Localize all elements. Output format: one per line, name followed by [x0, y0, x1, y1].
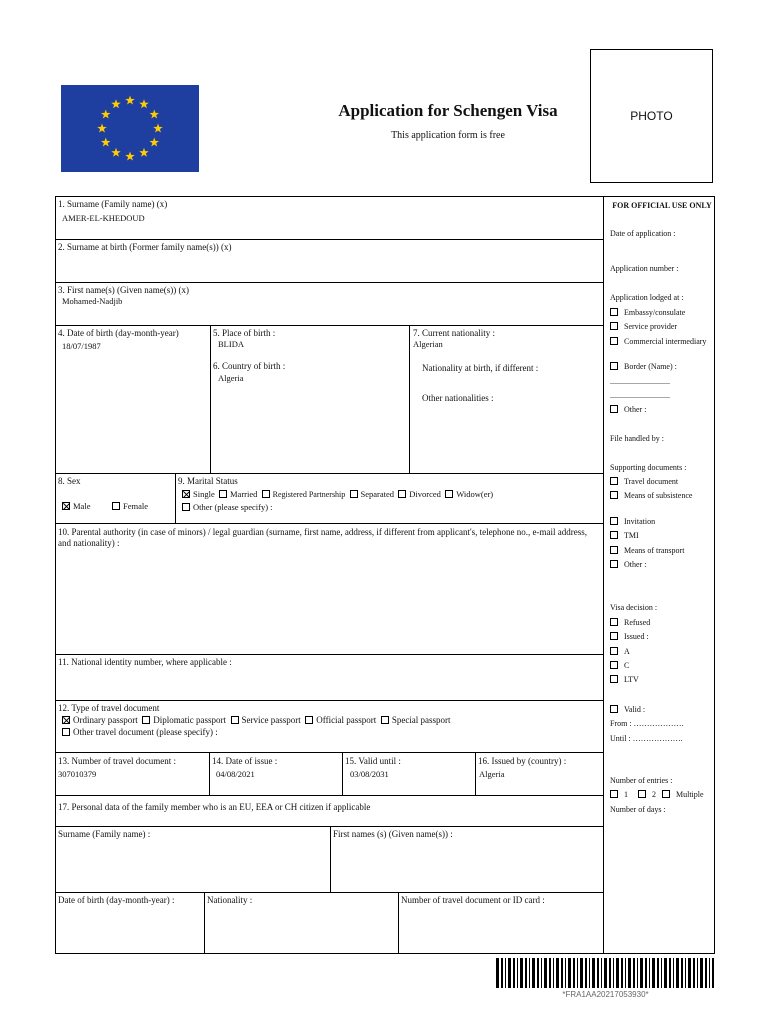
flag-star [149, 110, 159, 119]
nationality-value[interactable]: Algerian [413, 339, 443, 349]
barcode-bar [645, 958, 647, 988]
barcode-bar [705, 958, 707, 988]
barcode-bar [669, 958, 671, 988]
lodged-other-label: Other : [624, 405, 647, 414]
first-name-value[interactable]: Mohamed-Nadjib [62, 296, 123, 306]
flag-star [101, 110, 111, 119]
barcode-bar [693, 958, 695, 988]
lodged-other-checkbox[interactable] [610, 405, 618, 413]
support-other-checkbox[interactable] [610, 560, 618, 568]
barcode-bar [520, 958, 523, 988]
border-dots-1: .............................. [610, 377, 670, 386]
barcode-bar [673, 958, 674, 988]
special-passport-checkbox[interactable] [381, 716, 389, 724]
barcode-bar [616, 958, 619, 988]
border-dots-2: .............................. [610, 391, 670, 400]
service-provider-checkbox[interactable] [610, 322, 618, 330]
flag-star [153, 124, 163, 133]
barcode-bar [601, 958, 602, 988]
flag-star [125, 96, 135, 105]
lodged-other-option[interactable] [610, 405, 714, 415]
barcode-bar [589, 958, 590, 988]
issued-by-label: 16. Issued by (country) : [478, 756, 567, 766]
barcode-bars [496, 958, 715, 988]
barcode-bar [529, 958, 530, 988]
barcode-bar [604, 958, 607, 988]
barcode-bar [597, 958, 599, 988]
single-label: Single [193, 489, 215, 499]
support-other-label: Other : [624, 560, 647, 569]
barcode-bar [625, 958, 626, 988]
male-checkbox[interactable] [62, 502, 70, 510]
divorced-label: Divorced [409, 489, 441, 499]
entries-2-checkbox[interactable] [638, 790, 646, 798]
barcode-bar [544, 958, 547, 988]
embassy-label: Embassy/consulate [624, 308, 686, 317]
sex-male-option[interactable] [62, 501, 90, 512]
barcode-bar [537, 958, 539, 988]
barcode-bar [700, 958, 703, 988]
entries-2-label: 2 [652, 790, 656, 799]
single-checkbox[interactable] [182, 490, 190, 498]
marital-other-checkbox[interactable] [182, 503, 190, 511]
barcode [496, 958, 715, 988]
invitation-checkbox[interactable] [610, 517, 618, 525]
service-provider-option[interactable] [610, 322, 714, 332]
commercial-checkbox[interactable] [610, 337, 618, 345]
application-number-label: Application number : [610, 264, 679, 273]
invitation-option[interactable] [610, 517, 714, 527]
transport-label: Means of transport [624, 546, 685, 555]
barcode-bar [633, 958, 635, 988]
barcode-bar [585, 958, 587, 988]
barcode-bar [661, 958, 662, 988]
valid-label: Valid : [624, 705, 646, 714]
days-label: Number of days : [610, 805, 666, 814]
flag-star [139, 148, 149, 157]
entries-1-label: 1 [624, 790, 628, 799]
travel-doc-number-label: 13. Number of travel document : [58, 756, 176, 766]
from-label: From : ………………. [610, 719, 684, 728]
valid-until-value[interactable]: 03/08/2031 [350, 769, 389, 779]
visa-a-label: A [624, 647, 630, 656]
visa-decision-label: Visa decision : [610, 603, 658, 612]
separated-label: Separated [360, 489, 395, 499]
barcode-bar [621, 958, 623, 988]
flag-star [111, 99, 121, 108]
barcode-bar [501, 958, 503, 988]
ordinary-passport-label: Ordinary passport [73, 715, 138, 725]
official-passport-label: Official passport [316, 715, 377, 725]
barcode-bar [513, 958, 515, 988]
ordinary-passport-checkbox[interactable] [62, 716, 70, 724]
barcode-bar [568, 958, 571, 988]
diplomatic-passport-checkbox[interactable] [142, 716, 150, 724]
barcode-bar [664, 958, 667, 988]
family-dob-label: Date of birth (day-month-year) : [58, 895, 175, 905]
subsistence-option[interactable] [610, 491, 714, 501]
visa-c-checkbox[interactable] [610, 661, 618, 669]
flag-star [101, 138, 111, 147]
barcode-bar [685, 958, 686, 988]
surname-label: 1. Surname (Family name) (x) [58, 199, 168, 209]
family-nationality-label: Nationality : [207, 895, 253, 905]
barcode-bar [556, 958, 559, 988]
border-option[interactable] [610, 362, 714, 372]
embassy-option[interactable] [610, 308, 714, 318]
barcode-bar [609, 958, 611, 988]
date-application-label: Date of application : [610, 229, 676, 238]
barcode-bar [628, 958, 631, 988]
special-passport-label: Special passport [391, 715, 451, 725]
refused-option[interactable] [610, 618, 714, 628]
sex-female-option[interactable] [112, 501, 148, 512]
female-label: Female [123, 501, 149, 511]
barcode-bar [637, 958, 638, 988]
valid-until-label: 15. Valid until : [345, 756, 401, 766]
nationality-label: 7. Current nationality : [413, 328, 495, 338]
barcode-bar [676, 958, 679, 988]
service-passport-label: Service passport [241, 715, 301, 725]
barcode-bar [532, 958, 535, 988]
other-travel-doc-option[interactable] [62, 727, 218, 738]
barcode-bar [709, 958, 710, 988]
barcode-bar [640, 958, 643, 988]
barcode-bar [688, 958, 691, 988]
married-checkbox[interactable] [219, 490, 227, 498]
transport-option[interactable] [610, 546, 714, 556]
barcode-bar [525, 958, 527, 988]
photo-label: PHOTO [630, 109, 673, 123]
file-handled-label: File handled by : [610, 434, 664, 443]
subsistence-label: Means of subsistence [624, 491, 693, 500]
pob-value[interactable]: BLIDA [218, 339, 244, 349]
page-subtitle: This application form is free [391, 130, 505, 141]
first-name-label: 3. First name(s) (Given name(s)) (x) [58, 285, 189, 295]
barcode-bar [561, 958, 563, 988]
support-travel-doc-checkbox[interactable] [610, 477, 618, 485]
dob-label: 4. Date of birth (day-month-year) [58, 328, 179, 338]
female-checkbox[interactable] [112, 502, 120, 510]
flag-star [97, 124, 107, 133]
barcode-bar [573, 958, 575, 988]
male-label: Male [73, 501, 91, 511]
issued-option[interactable] [610, 632, 714, 642]
travel-doc-type-label: 12. Type of travel document [58, 703, 160, 713]
nationality-birth-label: Nationality at birth, if different : [422, 363, 539, 373]
support-travel-doc-label: Travel document [624, 477, 679, 486]
valid-option[interactable] [610, 705, 714, 715]
flag-star [149, 138, 159, 147]
photo-box [590, 49, 713, 183]
transport-checkbox[interactable] [610, 546, 618, 554]
visa-c-option[interactable] [610, 661, 714, 671]
family-member-label: 17. Personal data of the family member who is an EU, EEA or CH citizen if applicable [58, 802, 371, 812]
barcode-bar [565, 958, 566, 988]
lodged-at-label: Application lodged at : [610, 293, 684, 302]
barcode-bar [613, 958, 614, 988]
tmi-option[interactable] [610, 531, 714, 541]
divorced-checkbox[interactable] [398, 490, 406, 498]
surname-value[interactable]: AMER-EL-KHEDOUD [62, 213, 145, 223]
commercial-label: Commercial intermediary [624, 337, 707, 346]
family-surname-label: Surname (Family name) : [58, 829, 151, 839]
barcode-bar [652, 958, 655, 988]
other-travel-doc-checkbox[interactable] [62, 728, 70, 736]
until-label: Until : ………………. [610, 734, 683, 743]
service-passport-checkbox[interactable] [231, 716, 239, 724]
flag-star [111, 148, 121, 157]
barcode-bar [508, 958, 511, 988]
ltv-checkbox[interactable] [610, 675, 618, 683]
entries-options [610, 790, 714, 800]
support-travel-doc-option[interactable] [610, 477, 714, 487]
entries-label: Number of entries : [610, 776, 673, 785]
supporting-docs-label: Supporting documents : [610, 463, 687, 472]
separated-checkbox[interactable] [350, 490, 358, 498]
entries-1-checkbox[interactable] [610, 790, 618, 798]
border-checkbox[interactable] [610, 362, 618, 370]
invitation-label: Invitation [624, 517, 656, 526]
married-label: Married [229, 489, 258, 499]
official-use-heading: FOR OFFICIAL USE ONLY [612, 201, 712, 210]
barcode-bar [553, 958, 554, 988]
barcode-bar [505, 958, 506, 988]
barcode-bar [496, 958, 499, 988]
eu-flag [61, 85, 199, 172]
marital-other-option[interactable] [182, 502, 273, 513]
barcode-bar [541, 958, 542, 988]
ltv-option[interactable] [610, 675, 714, 685]
parental-label: 10. Parental authority (in case of minors) / legal guardian (surname, first name, address, if different from applicant's, telephone no., e-mail address, and nationality) : [58, 527, 588, 548]
eu-flag-stars [61, 85, 199, 172]
ltv-label: LTV [624, 675, 639, 684]
valid-checkbox[interactable] [610, 705, 618, 713]
barcode-bar [549, 958, 551, 988]
marital-label: 9. Marital Status [178, 476, 238, 486]
sex-label: 8. Sex [58, 476, 81, 486]
travel-doc-number-value[interactable]: 307010379 [58, 769, 97, 779]
embassy-checkbox[interactable] [610, 308, 618, 316]
issued-checkbox[interactable] [610, 632, 618, 640]
barcode-bar [577, 958, 578, 988]
subsistence-checkbox[interactable] [610, 491, 618, 499]
travel-doc-type-options [62, 715, 451, 726]
marital-options [182, 489, 493, 500]
barcode-number: *FRA1AA20217053930* [562, 990, 649, 999]
border-label: Border (Name) : [624, 362, 677, 371]
issued-label: Issued : [624, 632, 649, 641]
support-other-option[interactable] [610, 560, 714, 570]
flag-star [125, 152, 135, 161]
commercial-option[interactable] [610, 337, 714, 347]
entries-multiple-label: Multiple [676, 790, 704, 799]
barcode-bar [580, 958, 583, 988]
cob-value[interactable]: Algeria [218, 373, 244, 383]
page-title: Application for Schengen Visa [338, 101, 558, 120]
refused-checkbox[interactable] [610, 618, 618, 626]
barcode-bar [517, 958, 518, 988]
service-provider-label: Service provider [624, 322, 678, 331]
barcode-bar [649, 958, 650, 988]
dob-value[interactable]: 18/07/1987 [62, 341, 101, 351]
other-travel-doc-label: Other travel document (please specify) : [73, 727, 218, 737]
national-id-label: 11. National identity number, where applicable : [58, 657, 232, 667]
visa-a-option[interactable] [610, 647, 714, 657]
issued-by-value[interactable]: Algeria [479, 769, 505, 779]
date-issue-label: 14. Date of issue : [212, 756, 278, 766]
partnership-checkbox[interactable] [262, 490, 270, 498]
partnership-label: Registered Partnership [272, 490, 346, 499]
pob-label: 5. Place of birth : [213, 328, 276, 338]
widow-label: Widow(er) [456, 489, 494, 499]
official-passport-checkbox[interactable] [305, 716, 313, 724]
family-first-names-label: First names (s) (Given name(s)) : [333, 829, 453, 839]
barcode-bar [681, 958, 683, 988]
entries-multiple-checkbox[interactable] [662, 790, 670, 798]
family-doc-number-label: Number of travel document or ID card : [401, 895, 545, 905]
other-nationalities-label: Other nationalities : [422, 393, 494, 403]
flag-star [139, 99, 149, 108]
tmi-label: TMI [624, 531, 639, 540]
barcode-bar [592, 958, 595, 988]
surname-birth-label: 2. Surname at birth (Former family name(s)) (x) [58, 242, 232, 252]
barcode-bar [712, 958, 714, 988]
marital-other-label: Other (please specify) : [193, 502, 273, 512]
barcode-bar [657, 958, 659, 988]
visa-c-label: C [624, 661, 630, 670]
diplomatic-passport-label: Diplomatic passport [153, 715, 226, 725]
barcode-bar [697, 958, 698, 988]
date-issue-value[interactable]: 04/08/2021 [216, 769, 255, 779]
tmi-checkbox[interactable] [610, 531, 618, 539]
cob-label: 6. Country of birth : [213, 361, 286, 371]
refused-label: Refused [624, 618, 651, 627]
visa-a-checkbox[interactable] [610, 647, 618, 655]
widow-checkbox[interactable] [445, 490, 453, 498]
